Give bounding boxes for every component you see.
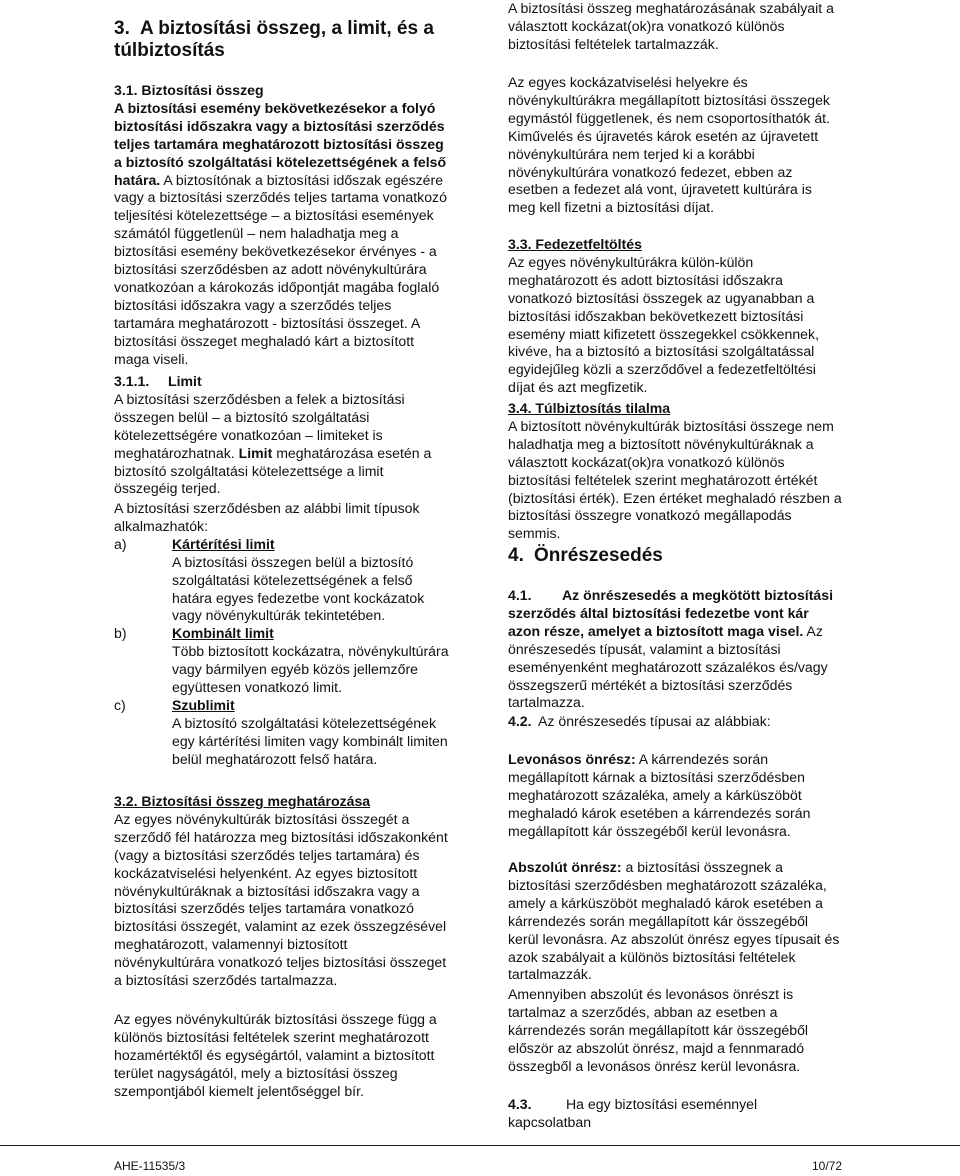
- section-3-heading: 3. A biztosítási összeg, a limit, és a túlbiztosítás: [114, 18, 434, 61]
- section-4-3: 4.3. Ha egy biztosítási eseménnyel kapcsolatban: [508, 1096, 758, 1130]
- section-3-1: [114, 82, 450, 369]
- section-4-1: 4.1. Az önrészesedés a megkötött biztosítási szerződés által biztosítási fedezetbe vont kár azon része, amelyet a biztosított maga visel. Az önrészesedés típusát, valamint a biztosítási eseményenként meghatározott százalékos és/vagy összegszerű mértékét a biztosítási szerződés tartalmazza.: [508, 587, 833, 711]
- right-paragraphs: Az egyes kockázatviselési helyekre és növénykultúrákra megállapított biztosítási összegek egymástól függetlenek, és nem csoportosíthatók át. Kiművelés és újravetés károk esetén az újravetett növénykultúrára nem terjed ki a korábbi növénykultúrára vonatkozó fedezet, ebben az esetben a fedezet alá vont, újravetett kultúrára is meg kell fizetni a biztosítási díjat.: [508, 74, 830, 216]
- section-4-2: 4.2. Az önrészesedés típusai az alábbiak:: [508, 713, 771, 729]
- limit-types-intro: A biztosítási szerződésben az alábbi limit típusok alkalmazhatók:: [114, 500, 420, 534]
- section-3-2-title: 3.2. Biztosítási összeg meghatározása: [114, 793, 371, 809]
- section-3-2: 3.2. Biztosítási összeg meghatározása Az egyes növénykultúrák biztosítási összegét a szerződő fél határozza meg biztosítási időszakonként (vagy a biztosítási szerződés teljes tartamára) és kockázatviselési helyenként. Az egyes biztosított növénykultúráknak a biztosítási időszakra vagy a biztosítási szerződés teljes tartamára vonatkozó biztosítási összegét, valamint az ezek összegzésével meghatározott, valamennyi biztosított növénykultúrára vonatkozó teljes biztosítási összeget a biztosítási szerződés tartalmazza.: [114, 793, 450, 990]
- section-3-4: 3.4. Túlbiztosítás tilalma A biztosított növénykultúrák biztosítási összege nem haladhatja meg a biztosított növénykultúráknak a választott kockázat(ok)ra vonatkozó különös biztosítási feltételek szerint meghatározott értékét (biztosítási érték). Ezen értéket meghaladó részben a biztosítási összegre vonatkozó megállapodás semmis.: [508, 400, 842, 542]
- section-3-3-title: 3.3. Fedezetfeltöltés: [508, 236, 642, 252]
- limit-item-c: c) Szublimit A biztosító szolgáltatási kötelezettségének egy kártérítési limiten vagy kombinált limiten belül meghatározott felső határa.: [114, 696, 448, 767]
- levonasos-onresz: Levonásos önrész: A kárrendezés során megállapított kárnak a biztosítási szerződésben meghatározott százaléka, amely a kárküszöböt meghaladó károk esetében a kárrendezés során megállapított kár összegéből kerül levonásra.: [508, 751, 811, 839]
- section-3-1-title: 3.1. Biztosítási összeg: [114, 82, 264, 98]
- section-3-2-paragraph-2: Az egyes növénykultúrák biztosítási összege függ a különös biztosítási feltételek szerint meghatározott hozamértéktől és egységártól, valamint a biztosított terület nagyságától, mely a biztosítási összeg szempontjából kiemelt jelentőséggel bír.: [114, 1011, 437, 1099]
- document-code: AHE-11535/3: [114, 1159, 186, 1173]
- limit-item-b: b) Kombinált limit Több biztosított kockázatra, növénykultúrára vagy bármilyen egyéb közös jellemzőre együttesen vonatkozó limit.: [114, 625, 449, 696]
- abszolut-onresz: Abszolút önrész: a biztosítási összegnek a biztosítási szerződésben meghatározott százaléka, amely a kárküszöböt meghaladó károk esetében a kárrendezés során megállapított kár összegéből kerül levonásra. Az abszolút önrész egyes típusait és azok szabályait a különös biztosítási feltételek tartalmazzák.: [508, 859, 840, 983]
- section-3-3: 3.3. Fedezetfeltöltés Az egyes növénykultúrákra külön-külön meghatározott és adott biztosítási időszakra vonatkozó biztosítási összegek az ugyanabban a biztosítási időszakban bekövetkezett biztosítási esemény miatt kifizetett összegekkel csökkennek, kivéve, ha a biztosító a biztosítási szolgáltatással egyidejűleg közli a szerződővel a fedezetfeltöltési díjat és azt megfizetik.: [508, 236, 842, 397]
- page-number: 10/72: [812, 1159, 843, 1173]
- limit-paragraph: A biztosítási szerződésben a felek a biztosítási összegen belül – a biztosító szolgáltatási kötelezettségére vonatkozóan – limiteket is meghatározhatnak. Limit meghatározása esetén a biztosító szolgáltatási kötelezettsége a limit összegéig terjed.: [114, 390, 432, 497]
- footer-divider: [0, 1145, 960, 1146]
- section-3-1-text: A biztosítási esemény bekövetkezésekor a folyó biztosítási időszakra vagy a biztosítási szerződés teljes tartamára meghatározott biztosítási összeg a biztosító szolgáltatási kötelezettségének a felső határa. A biztosítónak a biztosítási időszak egészére vagy a biztosítási szerződés teljes tartama vonatkozó teljesítési kötelezettsége – a biztosítási események számától függetlenül – nem haladhatja meg a biztosítási esemény bekövetkezésekor érvényes - a biztosítási szerződésben az adott növénykultúrára vonatkozóan a károkozás időpontját magába foglaló biztosítási időszakra vagy a szerződés teljes tartamára meghatározott - biztosítási összeget. A biztosítási összeget meghaladó kárt a biztosított maga viseli.: [114, 99, 447, 367]
- limit-item-a: a) Kártérítési limit A biztosítási összegen belül a biztosító szolgáltatási kötelezettségének a felső határa egyes fedezetbe vont kockázatok vagy növénykultúrák tekintetében.: [114, 535, 425, 624]
- section-3-1-1-title: 3.1.1. Limit: [114, 373, 202, 389]
- right-intro: A biztosítási összeg meghatározásának szabályait a választott kockázat(ok)ra vonatkozó különös biztosítási feltételek tartalmazzák.: [508, 0, 834, 52]
- combined-deductible-paragraph: Amennyiben abszolút és levonásos önrészt is tartalmaz a szerződés, abban az esetben a kárrendezés során megállapított kár összegéből először az abszolút önrész, majd a fennmaradó összegből a levonásos önrész kerül levonásra.: [508, 986, 809, 1074]
- limit-types: [114, 500, 450, 769]
- section-4-heading: 4. Önrészesedés: [508, 545, 663, 566]
- section-3-1-1: [114, 373, 450, 498]
- section-3-4-title: 3.4. Túlbiztosítás tilalma: [508, 400, 671, 416]
